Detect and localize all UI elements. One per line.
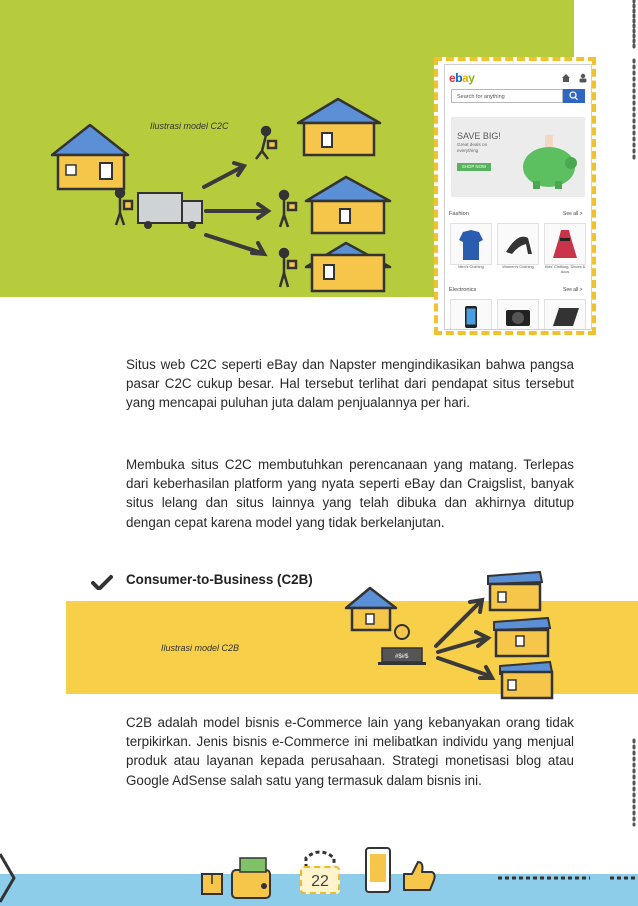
camera-icon [498, 300, 538, 330]
product-label: Kids' Clothing, Shoes & Accs [544, 264, 586, 274]
arrow-down-icon [206, 235, 262, 253]
business-building-icon-2 [494, 618, 550, 656]
see-all-fashion-link[interactable]: See all > [563, 211, 583, 217]
left-arrow-decoration-icon [0, 854, 14, 902]
product-tile-kids-clothing[interactable] [544, 223, 586, 265]
courier-person-icon [116, 189, 132, 225]
smartphone-icon [451, 300, 491, 330]
c2c-illustration-caption: Ilustrasi model C2C [150, 121, 229, 131]
search-icon [563, 89, 585, 103]
section-label-fashion: Fashion [449, 211, 469, 217]
c2b-arrows [436, 600, 492, 678]
paragraph-c2c-planning: Membuka situs C2C membutuhkan perencanaan yang matang. Terlepas dari keberhasilan platform yang nyata seperti eBay dan Craigslist, banyak situs lelang dan situs lainnya yang telah dibuka dan akhirnya ditutup dengan cepat karena model yang tidak berkelanjutan. [126, 457, 574, 530]
section-label-electronics: Electronics [449, 287, 477, 293]
banner-headline: SAVE BIG! [457, 131, 501, 141]
user-icon [580, 74, 587, 83]
paragraph-c2b-definition: C2B adalah model bisnis e-Commerce lain yang kebanyakan orang tidak terpikirkan. Jenis bisnis e-Commerce ini melibatkan individu yang menjual produk atau layanan kepada perusahaan. Strategi monetisasi blog atau Google AdSense salah satu yang termasuk dalam bisnis ini. [126, 715, 574, 788]
mens-shirt-icon [451, 224, 491, 264]
product-label: Men's Clothing [458, 264, 484, 269]
tablet-icon [545, 300, 585, 330]
shop-now-button[interactable]: SHOP NOW [457, 163, 491, 171]
banner-subtext: Great deals on everything [457, 142, 488, 153]
right-edge-dashes-decoration [616, 0, 638, 906]
arrow-up-icon [204, 167, 242, 187]
c2b-illustration [340, 566, 560, 700]
buyer-house-icon-3 [306, 243, 390, 291]
high-heel-icon [498, 224, 538, 264]
search-input[interactable]: Search for anything [451, 89, 563, 103]
section-heading-c2b: Consumer-to-Business (C2B) [126, 572, 313, 587]
product-tile-phone[interactable] [450, 299, 492, 330]
c2c-illustration [40, 95, 400, 295]
c2c-arrows [204, 163, 268, 254]
arrow-up-icon [436, 602, 480, 646]
search-button[interactable] [563, 89, 585, 103]
home-icon [562, 74, 570, 82]
consumer-house-icon [346, 588, 396, 630]
thumbs-up-icon [404, 862, 435, 890]
seller-house-icon [52, 125, 128, 189]
product-label: Women's Clothing [502, 264, 534, 269]
page-number: 22 [300, 866, 340, 894]
business-building-icon-3 [500, 662, 552, 698]
business-building-icon-1 [488, 572, 542, 610]
see-all-electronics-link[interactable]: See all > [563, 287, 583, 293]
mobile-cart-icon [366, 848, 390, 892]
product-tile-womens-clothing[interactable] [497, 223, 539, 265]
product-tile-mens-clothing[interactable] [450, 223, 492, 265]
package-box-icon [202, 874, 222, 894]
product-tile-tablet[interactable] [544, 299, 586, 330]
ebay-logo: ebay [449, 71, 475, 85]
c2b-illustration-caption: Ilustrasi model C2B [161, 643, 240, 653]
checkmark-icon [91, 574, 113, 590]
piggy-bank-icon [515, 127, 581, 193]
ebay-mobile-screenshot [444, 64, 592, 330]
product-tile-camera[interactable] [497, 299, 539, 330]
buyer-house-icon-1 [298, 99, 380, 155]
wallet-money-icon [232, 858, 270, 898]
arrow-down-icon [438, 658, 490, 676]
money-text: #$#$ [395, 654, 409, 660]
buyer-house-icon-2 [306, 177, 390, 233]
paragraph-c2c-market: Situs web C2C seperti eBay dan Napster mengindikasikan bahwa pangsa pasar C2C cukup besar. Hal tersebut terlihat dari pendapat situs tersebut yang mencapai puluhan juta dalam penjualannya per hari. [126, 357, 574, 411]
delivery-truck-icon [138, 193, 202, 229]
kids-dress-icon [545, 224, 585, 264]
promo-banner[interactable] [451, 117, 585, 197]
